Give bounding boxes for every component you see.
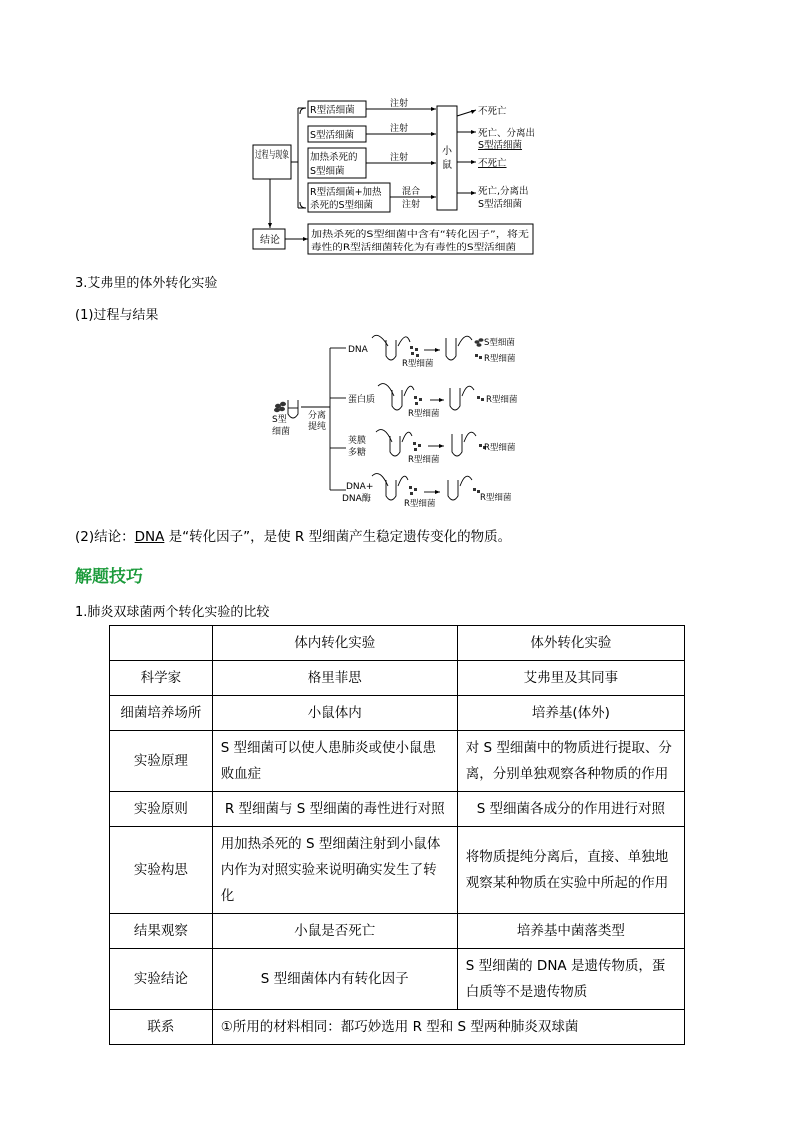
row-cell: S 型细菌体内有转化因子 xyxy=(212,949,457,1010)
group3-bacteria-2: S型细菌 xyxy=(310,166,345,177)
process-label: 过程与现象 xyxy=(255,150,305,161)
group4-bacteria-1: R型活细菌+加热 xyxy=(310,187,382,198)
header-cell-empty xyxy=(110,626,213,661)
row-cell: 艾弗里及其同事 xyxy=(457,661,684,696)
row-cell: R 型细菌与 S 型细菌的毒性进行对照 xyxy=(212,792,457,827)
row-label: 细菌培养场所 xyxy=(110,696,213,731)
row4-added: R型细菌 xyxy=(404,499,436,509)
group3-bacteria-1: 加热杀死的 xyxy=(310,152,358,163)
row4-out1: R型细菌 xyxy=(480,493,512,503)
group1-bacteria: R型活细菌 xyxy=(310,105,355,116)
row-protein xyxy=(348,384,518,419)
row-label: 实验构思 xyxy=(110,827,213,914)
row-label: 实验结论 xyxy=(110,949,213,1010)
mouse-box xyxy=(437,106,457,210)
mouse-label-1: 小 xyxy=(442,146,452,157)
group4-result-1: 死亡,分离出 xyxy=(478,186,529,197)
row-cell: S 型细菌各成分的作用进行对照 xyxy=(457,792,684,827)
sub2-rest: 是“转化因子”，是使 R 型细菌产生稳定遗传变化的物质。 xyxy=(164,529,512,545)
link-cell: ①所用的材料相同：都巧妙选用 R 型和 S 型两种肺炎双球菌 xyxy=(212,1010,684,1045)
row-cell: 将物质提纯分离后，直接、单独地观察某种物质在实验中所起的作用 xyxy=(457,827,684,914)
table-row xyxy=(110,696,685,731)
group2-result-1: 死亡、分离出 xyxy=(478,128,536,139)
row3-substance-2: 多糖 xyxy=(348,448,367,458)
row-capsule xyxy=(348,430,516,465)
section3-title: 3.艾弗里的体外转化实验 xyxy=(75,276,218,291)
group4-result-2: S型活细菌 xyxy=(478,199,523,210)
group2-result-2: S型活细菌 xyxy=(478,140,523,151)
row2-substance: 蛋白质 xyxy=(348,395,376,405)
row-cell: 小鼠是否死亡 xyxy=(212,914,457,949)
sub2-underlined: DNA xyxy=(134,529,165,545)
conclusion-label: 结论 xyxy=(260,235,280,246)
row2-out1: R型细菌 xyxy=(486,395,518,405)
table-row-link xyxy=(110,1010,685,1045)
header-cell-invivo: 体内转化实验 xyxy=(212,626,457,661)
group4-bacteria-2: 杀死的S型细菌 xyxy=(310,200,374,211)
row-label: 科学家 xyxy=(110,661,213,696)
sub2-prefix: (2)结论： xyxy=(75,529,135,545)
row3-substance-1: 荚膜 xyxy=(348,436,367,446)
table-row xyxy=(110,949,685,1010)
row-cell: 格里菲思 xyxy=(212,661,457,696)
table-header-row xyxy=(110,626,685,661)
group2-action: 注射 xyxy=(390,124,409,134)
row-label: 联系 xyxy=(110,1010,213,1045)
row-cell: S 型细菌的 DNA 是遗传物质，蛋白质等不是遗传物质 xyxy=(457,949,684,1010)
table-row xyxy=(110,792,685,827)
group3-result: 不死亡 xyxy=(478,158,507,169)
row2-added: R型细菌 xyxy=(408,409,440,419)
sub2-conclusion xyxy=(75,525,511,545)
separate-label-1: 分离 xyxy=(308,411,327,421)
table-row xyxy=(110,914,685,949)
row1-out1: S型细菌 xyxy=(484,338,515,348)
table-row xyxy=(110,827,685,914)
griffith-diagram xyxy=(240,96,540,258)
group3-action: 注射 xyxy=(390,153,409,163)
row-label: 实验原则 xyxy=(110,792,213,827)
row-cell: 对 S 型细菌中的物质进行提取、分离，分别单独观察各种物质的作用 xyxy=(457,731,684,792)
group1-action: 注射 xyxy=(390,99,409,109)
row-dna xyxy=(348,335,516,369)
row1-substance: DNA xyxy=(348,345,368,355)
sub1-title: (1)过程与结果 xyxy=(75,308,159,323)
row-cell: 培养基中菌落类型 xyxy=(457,914,684,949)
row1-out2: R型细菌 xyxy=(484,354,516,364)
table-row xyxy=(110,661,685,696)
separate-label-2: 提纯 xyxy=(308,422,327,432)
group2-bacteria: S型活细菌 xyxy=(310,130,355,141)
row-cell: 小鼠体内 xyxy=(212,696,457,731)
conclusion-line-1: 加热杀死的S型细菌中含有“转化因子”，将无 xyxy=(311,229,492,240)
group4-action-2: 注射 xyxy=(402,200,421,210)
row4-substance-1: DNA+ xyxy=(346,482,374,492)
header-cell-invitro: 体外转化实验 xyxy=(457,626,684,661)
row4-substance-2: DNA酶 xyxy=(342,494,371,504)
group4-action-1: 混合 xyxy=(402,187,421,197)
row-cell: 用加热杀死的 S 型细菌注射到小鼠体内作为对照实验来说明确实发生了转化 xyxy=(212,827,457,914)
tips-title: 解题技巧 xyxy=(75,567,143,587)
row3-added: R型细菌 xyxy=(408,455,440,465)
table-row xyxy=(110,731,685,792)
row3-out1: R型细菌 xyxy=(484,443,516,453)
row-cell: S 型细菌可以使人患肺炎或使小鼠患败血症 xyxy=(212,731,457,792)
row-label: 结果观察 xyxy=(110,914,213,949)
conclusion-line-2: 毒性的R型活细菌转化为有毒性的S型活细菌 xyxy=(311,242,489,253)
source-label-1: S型 xyxy=(272,415,287,425)
row-dna-dnase xyxy=(342,474,512,509)
group1-result: 不死亡 xyxy=(478,106,507,117)
comparison-table xyxy=(109,625,685,1045)
row1-added: R型细菌 xyxy=(402,359,434,369)
mouse-label-2: 鼠 xyxy=(442,160,452,171)
avery-diagram xyxy=(268,330,528,512)
tip1-title: 1.肺炎双球菌两个转化实验的比较 xyxy=(75,605,270,620)
row-label: 实验原理 xyxy=(110,731,213,792)
row-cell: 培养基(体外) xyxy=(457,696,684,731)
source-label-2: 细菌 xyxy=(272,427,291,437)
